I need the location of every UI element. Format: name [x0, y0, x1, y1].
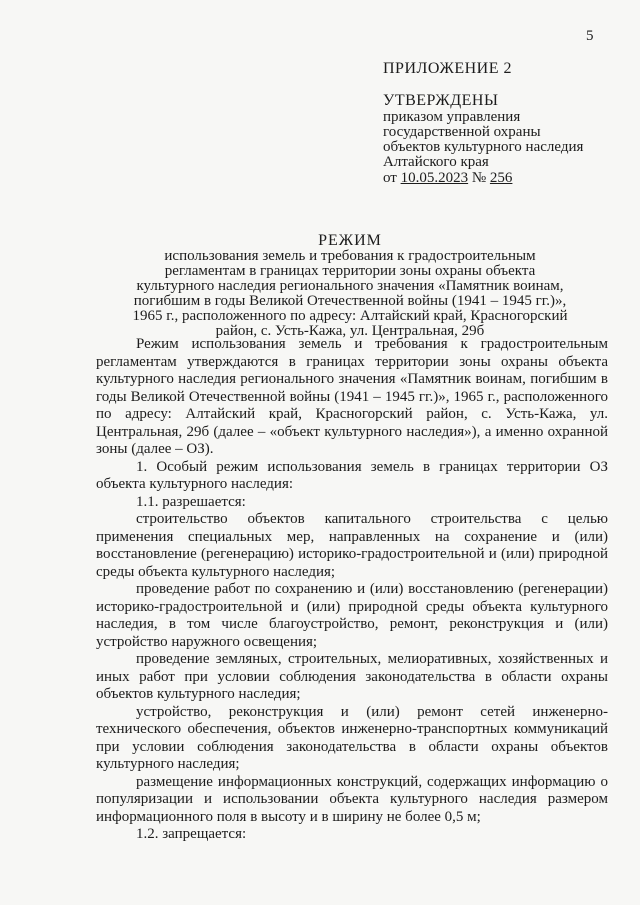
allowed-item: строительство объектов капитального строительства с целью применения специальных мер, направленных на сохранение и (или) восстановление (регенерацию) историко-градостроительной и (или) природной среды объекта культурного наследия; [96, 511, 608, 580]
subsection-1-2-heading: 1.2. запрещается: [136, 826, 247, 842]
document-subtitle-line: регламентам в границах территории зоны охраны объекта [164, 263, 536, 279]
order-number: 256 [489, 170, 513, 186]
order-number-sign: № [468, 170, 490, 186]
allowed-item: устройство, реконструкция и (или) ремонт сетей инженерно-технического обеспечения, объектов инженерно-транспортных коммуникаций при условии соблюдения законодательства в области охраны объектов культурного наследия; [96, 703, 608, 772]
page-number: 5 [586, 28, 594, 44]
approval-line: государственной охраны [383, 124, 541, 140]
document-subtitle-line: погибшим в годы Великой Отечественной войны (1941 – 1945 гг.)», [133, 293, 567, 309]
document-body [96, 336, 608, 844]
order-prefix: от [383, 170, 401, 186]
order-date: 10.05.2023 [400, 170, 469, 186]
intro-paragraph: Режим использования земель и требования к градостроительным регламентам утверждаются в границах территории зоны охраны объекта культурного наследия регионального значения «Памятник воинам, погибшим в годы Великой Отечественной войны (1941 – 1945 гг.)», 1965 г., расположенного по адресу: Алтайский край, Красногорский район, с. Усть-Кажа, ул. Центральная, 29б (далее – «объект культурного наследия»), а именно охранной зоны (далее – ОЗ). [96, 336, 608, 457]
document-subtitle-line: район, с. Усть-Кажа, ул. Центральная, 29б [215, 323, 485, 339]
approval-line: Алтайского края [383, 154, 489, 170]
approved-heading: УТВЕРЖДЕНЫ [383, 92, 499, 109]
approval-line: приказом управления [383, 109, 521, 125]
document-title-block [110, 232, 590, 339]
approval-stamp [383, 60, 633, 186]
order-reference [383, 170, 633, 186]
appendix-label: ПРИЛОЖЕНИЕ 2 [383, 60, 513, 77]
section-1-heading: 1. Особый режим использования земель в границах территории ОЗ объекта культурного наследия: [96, 458, 608, 492]
allowed-item: проведение работ по сохранению и (или) восстановлению (регенерации) историко-градостроительной и (или) природной среды объекта культурного наследия, в том числе благоустройство, ремонт, реконструкция и (или) устройство наружного освещения; [96, 581, 608, 650]
subsection-1-1-heading: 1.1. разрешается: [136, 493, 246, 510]
document-title: РЕЖИМ [318, 232, 382, 249]
allowed-item: размещение информационных конструкций, содержащих информацию о популяризации и использовании объекта культурного наследия размером информационного поля в высоту и в ширину не более 0,5 м; [96, 773, 608, 825]
allowed-item: проведение земляных, строительных, мелиоративных, хозяйственных и иных работ при условии соблюдения законодательства в области охраны объектов культурного наследия; [96, 651, 608, 702]
document-subtitle-line: 1965 г., расположенного по адресу: Алтайский край, Красногорский [132, 308, 568, 324]
approval-line: объектов культурного наследия [383, 139, 584, 155]
document-subtitle-line: культурного наследия регионального значения «Памятник воинам, [136, 278, 564, 294]
document-subtitle-line: использования земель и требования к градостроительным [164, 248, 536, 264]
